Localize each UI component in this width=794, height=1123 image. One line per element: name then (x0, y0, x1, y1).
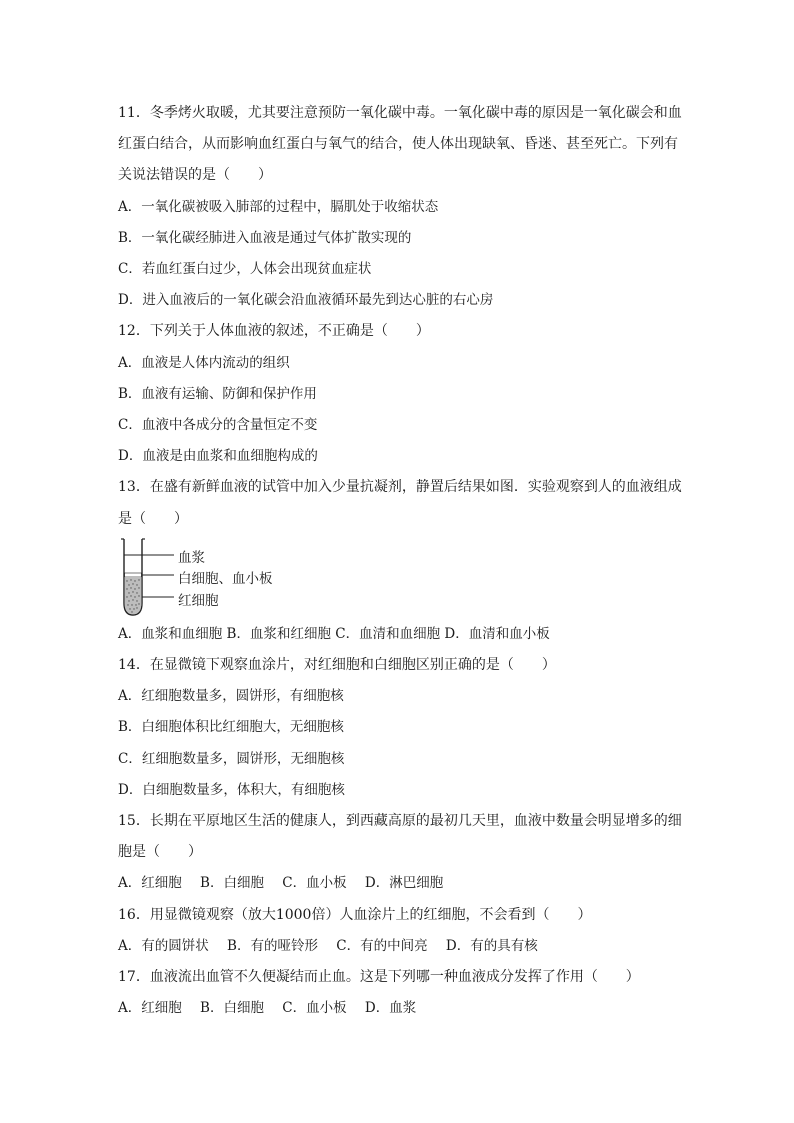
question-11 (118, 98, 682, 316)
option-a: A．血液是人体内流动的组织 (118, 354, 290, 371)
option-c: C．有的中间亮 (336, 937, 428, 954)
options-row (118, 619, 678, 650)
question-stem-line: 关说法错误的是（ ） (118, 167, 272, 184)
options-row (118, 931, 678, 962)
question-12 (118, 316, 678, 472)
option-d: D．血浆 (364, 1000, 417, 1017)
option-b: B．白细胞 (200, 875, 264, 892)
option-d: D．有的具有核 (445, 937, 538, 954)
question-stem-line: 13．在盛有新鲜血液的试管中加入少量抗凝剂，静置后结果如图．实验观察到人的血液组成 (118, 479, 682, 496)
test-tube-figure (118, 537, 318, 619)
question-stem-line: 17．血液流出血管不久便凝结而止血。这是下列哪一种血液成分发挥了作用（ ） (118, 969, 640, 986)
question-stem-line: 胞是（ ） (118, 844, 202, 861)
option-c: C．血小板 (282, 1000, 347, 1017)
option-d: D．血液是由血浆和血细胞构成的 (118, 448, 318, 465)
question-13 (118, 472, 682, 650)
option-c: C．血液中各成分的含量恒定不变 (118, 417, 318, 434)
option-b: B．血浆和红细胞 (226, 625, 331, 642)
option-a: A．红细胞数量多，圆饼形，有细胞核 (118, 688, 344, 705)
option-c: C．若血红蛋白过少，人体会出现贫血症状 (118, 261, 372, 278)
question-17 (118, 962, 678, 1024)
question-stem-line: 12．下列关于人体血液的叙述，不正确是（ ） (118, 323, 430, 340)
option-a: A．血浆和血细胞 (118, 625, 223, 642)
exam-page (118, 98, 682, 1024)
option-d: D．淋巴细胞 (364, 875, 444, 892)
question-stem-line: 16．用显微镜观察（放大1000倍）人血涂片上的红细胞，不会看到（ ） (118, 906, 592, 923)
question-stem-line: 14．在显微镜下观察血涂片，对红细胞和白细胞区别正确的是（ ） (118, 657, 556, 674)
option-a: A．红细胞 (118, 1000, 182, 1017)
option-b: B．血液有运输、防御和保护作用 (118, 385, 317, 402)
label-wbc-platelets: 白细胞、血小板 (178, 570, 273, 587)
question-14 (118, 650, 678, 806)
option-b: B．有的哑铃形 (227, 937, 318, 954)
option-b: B．一氧化碳经肺进入血液是通过气体扩散实现的 (118, 229, 412, 246)
label-rbc: 红细胞 (178, 592, 219, 609)
option-a: A．有的圆饼状 (118, 937, 209, 954)
options-row (118, 993, 678, 1024)
option-b: B．白细胞体积比红细胞大，无细胞核 (118, 719, 344, 736)
option-d: D．血清和血小板 (444, 625, 550, 642)
option-c: C．血清和血细胞 (335, 625, 441, 642)
question-stem-line: 15．长期在平原地区生活的健康人，到西藏高原的最初几天里，血液中数量会明显增多的细 (118, 813, 682, 830)
question-stem-line: 11．冬季烤火取暖，尤其要注意预防一氧化碳中毒。一氧化碳中毒的原因是一氧化碳会和血 (118, 105, 682, 121)
option-c: C．血小板 (282, 875, 347, 892)
question-15 (118, 806, 682, 900)
question-stem-line: 红蛋白结合，从而影响血红蛋白与氧气的结合，使人体出现缺氧、昏迷、甚至死亡。下列有 (118, 136, 678, 153)
option-c: C．红细胞数量多，圆饼形，无细胞核 (118, 750, 345, 767)
options-row (118, 868, 678, 899)
option-d: D．白细胞数量多，体积大，有细胞核 (118, 781, 345, 798)
option-d: D．进入血液后的一氧化碳会沿血液循环最先到达心脏的右心房 (118, 292, 494, 309)
question-16 (118, 900, 678, 962)
label-plasma: 血浆 (178, 549, 205, 566)
option-a: A．一氧化碳被吸入肺部的过程中，膈肌处于收缩状态 (118, 198, 439, 215)
option-a: A．红细胞 (118, 875, 182, 892)
option-b: B．白细胞 (200, 1000, 264, 1017)
question-stem-line: 是（ ） (118, 510, 188, 527)
